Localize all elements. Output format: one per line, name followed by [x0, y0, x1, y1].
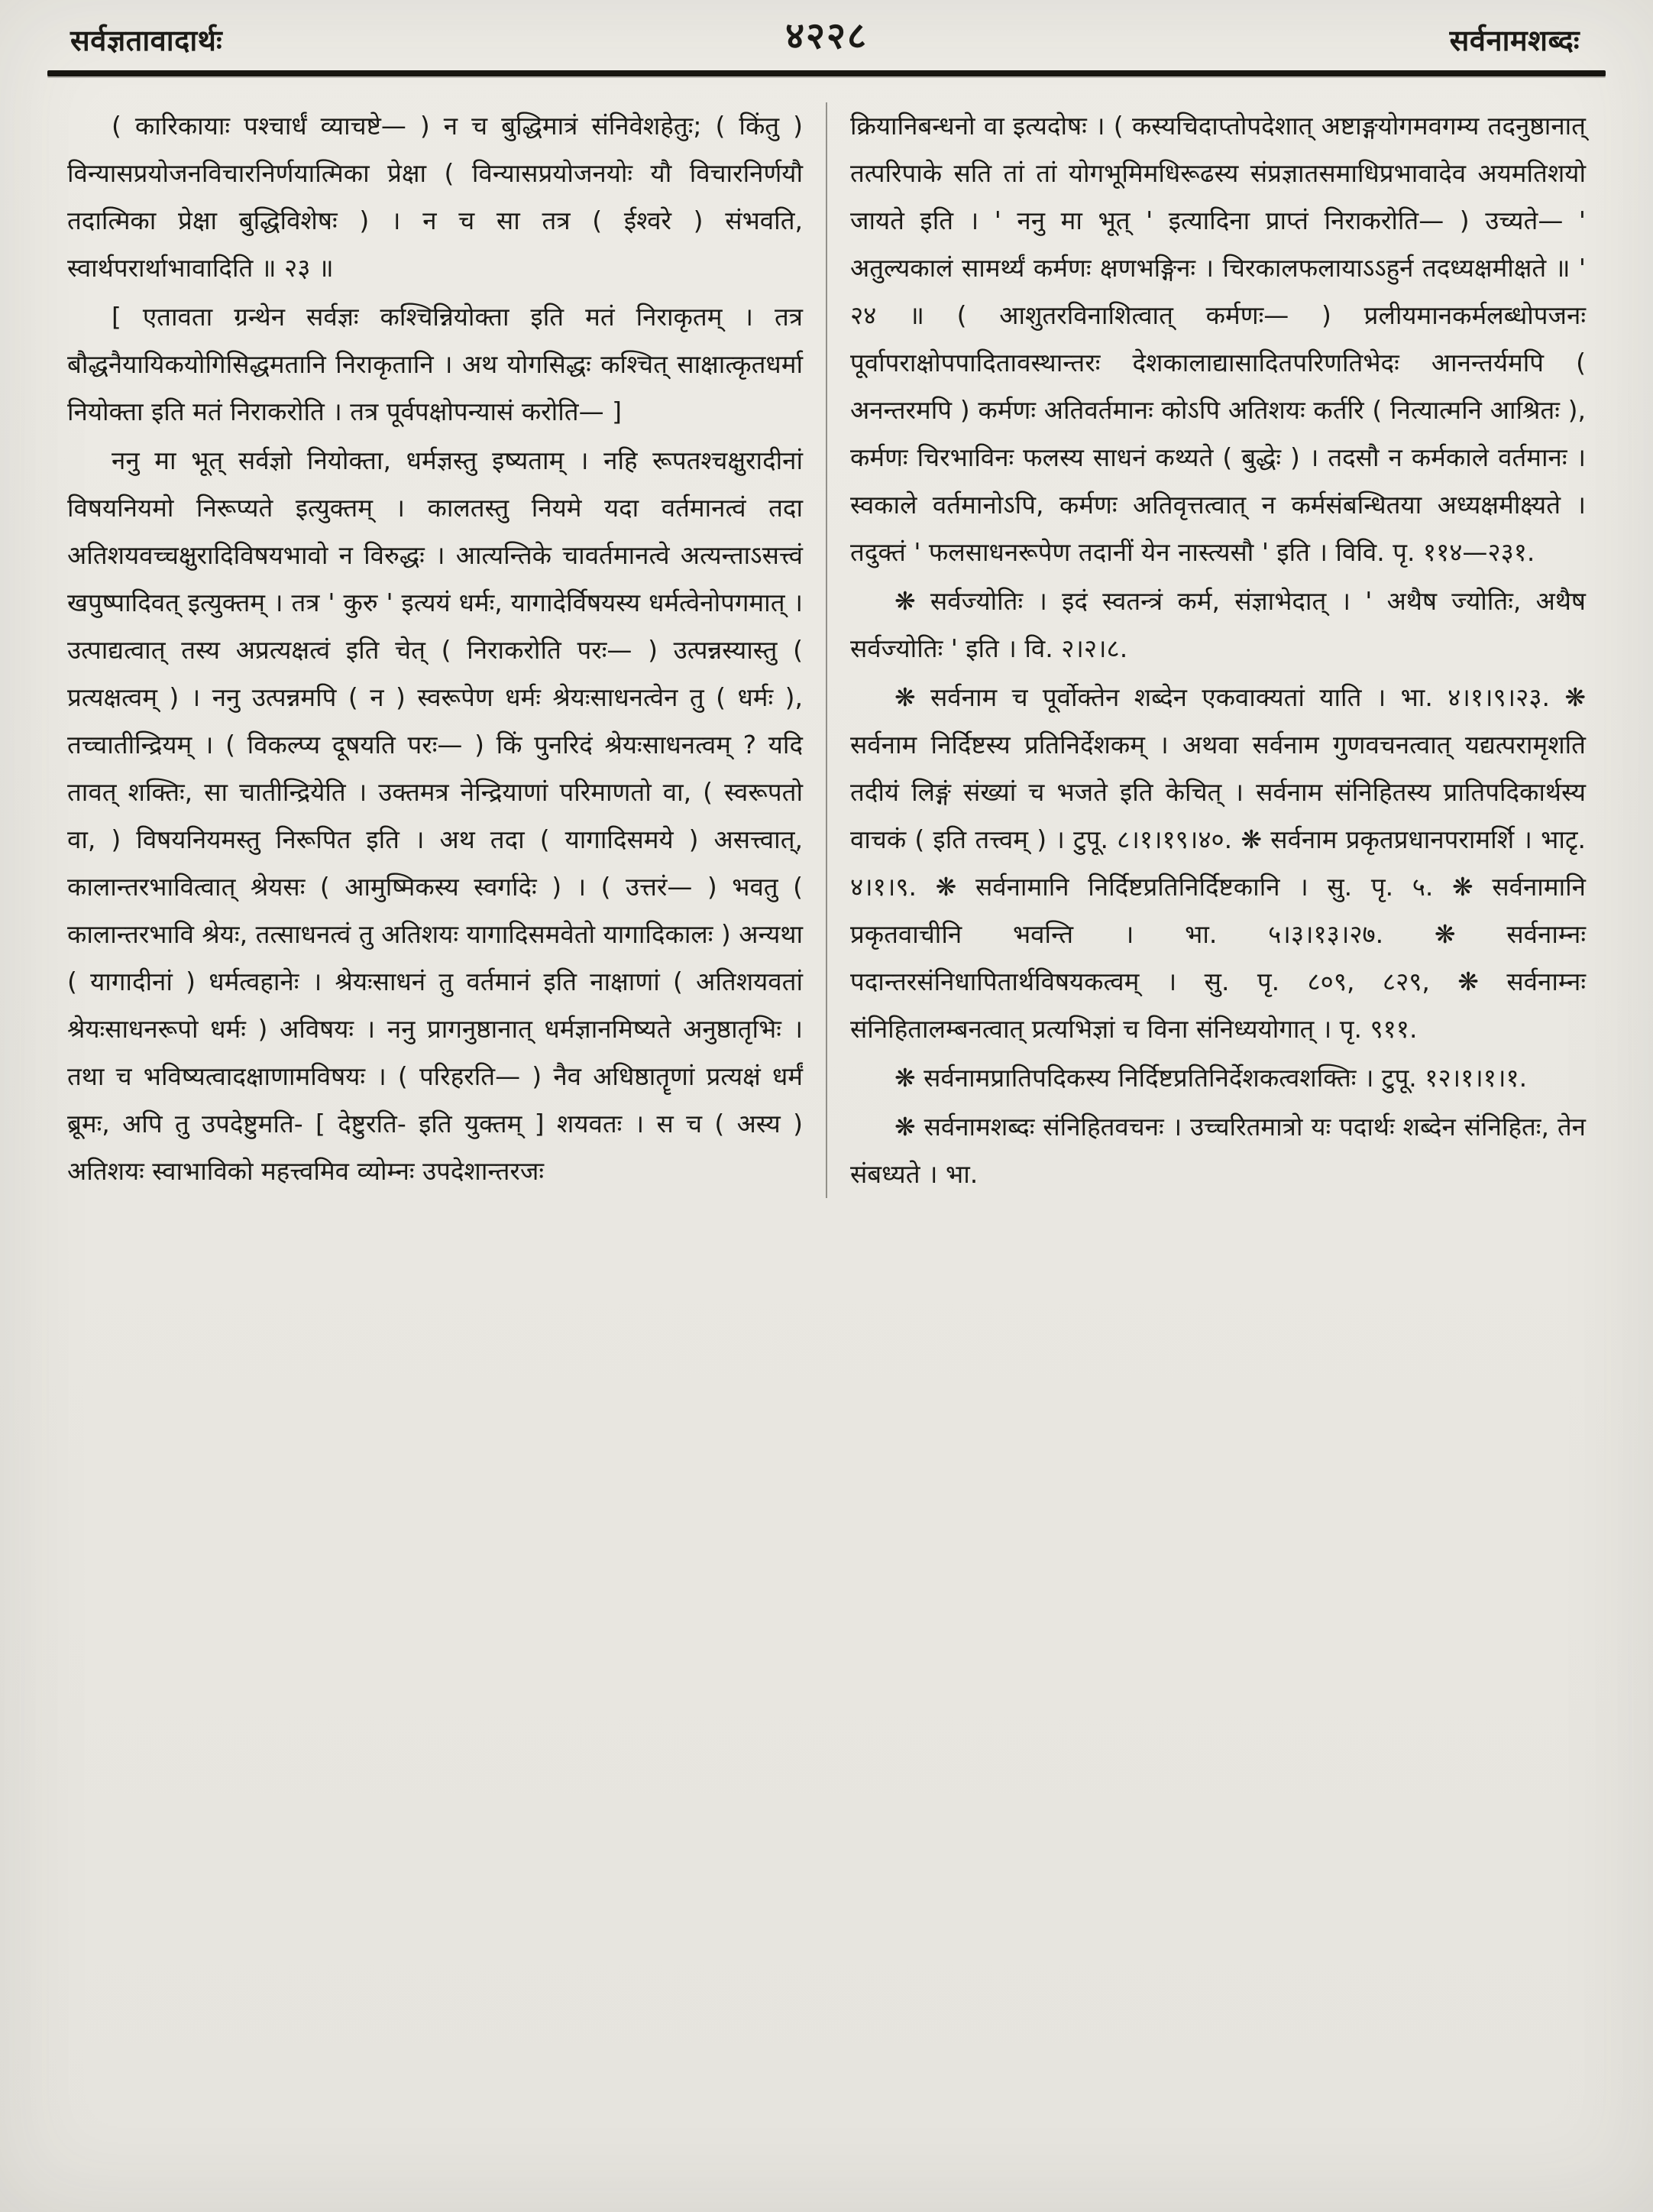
entry-sarvanama-shabda: ❋ सर्वनामशब्दः संनिहितवचनः । उच्चरितमात्रो यः पदार्थः शब्देन संनिहितः, तेन संबध्यते । भा. — [850, 1112, 1586, 1189]
entry-sarvajyotih: ❋ सर्वज्योतिः । इदं स्वतन्त्रं कर्म, संज्ञाभेदात् । ' अथैष ज्योतिः, अथैष सर्वज्योतिः ' इति । वि. २।२।८. — [850, 586, 1586, 663]
header-rule — [47, 70, 1606, 76]
header-left-title: सर्वज्ञतावादार्थः — [70, 24, 223, 57]
entry-sarvanama-pratipadika: ❋ सर्वनामप्रातिपदिकस्य निर्दिष्टप्रतिनिर्देशकत्वशक्तिः । टुपू. १२।१।१।१. — [894, 1063, 1528, 1093]
paragraph-karika-explanation: ( कारिकायाः पश्चार्धं व्याचष्टे— ) न च बुद्धिमात्रं संनिवेशहेतुः; ( किंतु ) विन्यासप्रयोजनविचारनिर्णयात्मिका प्रेक्षा ( विन्यासप्रयोजनयोः यौ विचारनिर्णयौ तदात्मिका प्रेक्षा बुद्धिविशेषः ) । न च सा तत्र ( ईश्वरे ) संभवति, स्वार्थपरार्थाभावादिति ॥ २३ ॥ — [67, 111, 803, 283]
page-number: ४२२८ — [785, 15, 868, 57]
paragraph-bracketed-note: [ एतावता ग्रन्थेन सर्वज्ञः कश्चिन्नियोक्ता इति मतं निराकृतम् । तत्र बौद्धनैयायिकयोगिसिद्धमतानि निराकृतानि । अथ योगसिद्धः कश्चित् साक्षात्कृतधर्मा नियोक्ता इति मतं निराकरोति । तत्र पूर्वपक्षोपन्यासं करोति— ] — [67, 302, 803, 426]
paragraph-continuation: क्रियानिबन्धनो वा इत्यदोषः । ( कस्यचिदाप्तोपदेशात् अष्टाङ्गयोगमवगम्य तदनुष्ठानात् तत्परिपाके सति तां तां योगभूमिमधिरूढस्य संप्रज्ञातसमाधिप्रभावादेव अयमतिशयो जायते इति । ' ननु मा भूत् ' इत्यादिना प्राप्तं निराकरोति— ) उच्यते— ' अतुल्यकालं सामर्थ्यं कर्मणः क्षणभङ्गिनः । चिरकालफलायाऽऽहुर्न तदध्यक्षमीक्षते ॥ ' २४ ॥ ( आशुतरविनाशित्वात् कर्मणः— ) प्रलीयमानकर्मलब्धोपजनः पूर्वापराक्षोपपादितावस्थान्तरः देशकालाद्यासादितपरिणतिभेदः आनन्तर्यमपि ( अनन्तरमपि ) कर्मणः अतिवर्तमानः कोऽपि अतिशयः कर्तरि ( नित्यात्मनि आश्रितः ), कर्मणः चिरभाविनः फलस्य साधनं कथ्यते ( बुद्धेः ) । तदसौ न कर्मकाले वर्तमानः । स्वकाले वर्तमानोऽपि, कर्मणः अतिवृत्तत्वात् न कर्मसंबन्धितया अध्यक्षमीक्ष्यते । तदुक्तं ' फलसाधनरूपेण तदानीं येन नास्त्यसौ ' इति । विवि. पृ. ११४—२३१. — [850, 111, 1586, 567]
paragraph-purvapaksha: ननु मा भूत् सर्वज्ञो नियोक्ता, धर्मज्ञस्तु इष्यताम् । नहि रूपतश्चक्षुरादीनां विषयनियमो निरूप्यते इत्युक्तम् । कालतस्तु नियमे यदा वर्तमानत्वं तदा अतिशयवच्चक्षुरादिविषयभावो न विरुद्धः । आत्यन्तिके चावर्तमानत्वे अत्यन्ताऽसत्त्वं खपुष्पादिवत् इत्युक्तम् । तत्र ' कुरु ' इत्ययं धर्मः, यागादेर्विषयस्य धर्मत्वेनोपगमात् । उत्पाद्यत्वात् तस्य अप्रत्यक्षत्वं इति चेत् ( निराकरोति परः— ) उत्पन्नस्यास्तु ( प्रत्यक्षत्वम् ) । ननु उत्पन्नमपि ( न ) स्वरूपेण धर्मः श्रेयःसाधनत्वेन तु ( धर्मः ), तच्चातीन्द्रियम् । ( विकल्प्य दूषयति परः— ) किं पुनरिदं श्रेयःसाधनत्वम् ? यदि तावत् शक्तिः, सा चातीन्द्रियेति । उक्तमत्र नेन्द्रियाणां परिमाणतो वा, ( स्वरूपतो वा, ) विषयनियमस्तु निरूपित इति । अथ तदा ( यागादिसमये ) असत्त्वात्, कालान्तरभावित्वात् श्रेयसः ( आमुष्मिकस्य स्वर्गादेः ) । ( उत्तरं— ) भवतु ( कालान्तरभावि श्रेयः, तत्साधनत्वं तु अतिशयः यागादिसमवेतो यागादिकालः ) अन्यथा ( यागादीनां ) धर्मत्वहानेः । श्रेयःसाधनं तु वर्तमानं इति नाक्षाणां ( अतिशयवतां श्रेयःसाधनरूपो धर्मः ) अविषयः । ननु प्रागनुष्ठानात् धर्मज्ञानमिष्यते अनुष्ठातृभिः । तथा च भविष्यत्वादक्षाणामविषयः । ( परिहरति— ) नैव अधिष्ठातॄणां प्रत्यक्षं धर्मं ब्रूमः, अपि तु उपदेष्टुमति- [ देष्टुरति- इति युक्तम् ] शयवतः । स च ( अस्य ) अतिशयः स्वाभाविको महत्त्वमिव व्योम्नः उपदेशान्तरजः — [67, 445, 804, 1186]
entry-sarvanama: ❋ सर्वनाम च पूर्वोक्तेन शब्देन एकवाक्यतां याति । भा. ४।१।९।२३. ❋ सर्वनाम निर्दिष्टस्य प्रतिनिर्देशकम् । अथवा सर्वनाम गुणवचनत्वात् यद्यत्परामृशति तदीयं लिङ्गं संख्यां च भजते इति केचित् । सर्वनाम संनिहितस्य प्रातिपदिकार्थस्य वाचकं ( इति तत्त्वम् ) । टुपू. ८।१।१९।४०. ❋ सर्वनाम प्रकृतप्रधानपरामर्शि । भाटृ. ४।१।९. ❋ सर्वनामानि निर्दिष्टप्रतिनिर्दिष्टकानि । सु. पृ. ५. ❋ सर्वनामानि प्रकृतवाचीनि भवन्ति । भा. ५।३।१३।२७. ❋ सर्वनाम्नः पदान्तरसंनिधापितार्थविषयकत्वम् । सु. पृ. ८०९, ८२९, ❋ सर्वनाम्नः संनिहितालम्बनत्वात् प्रत्यभिज्ञां च विना संनिध्ययोगात् । पृ. ९११. — [850, 682, 1586, 1044]
right-column — [827, 102, 1586, 1198]
left-column — [67, 102, 826, 1198]
text-columns — [0, 76, 1653, 1221]
page-header — [0, 0, 1653, 60]
header-right-title: सर्वनामशब्दः — [1449, 24, 1580, 57]
